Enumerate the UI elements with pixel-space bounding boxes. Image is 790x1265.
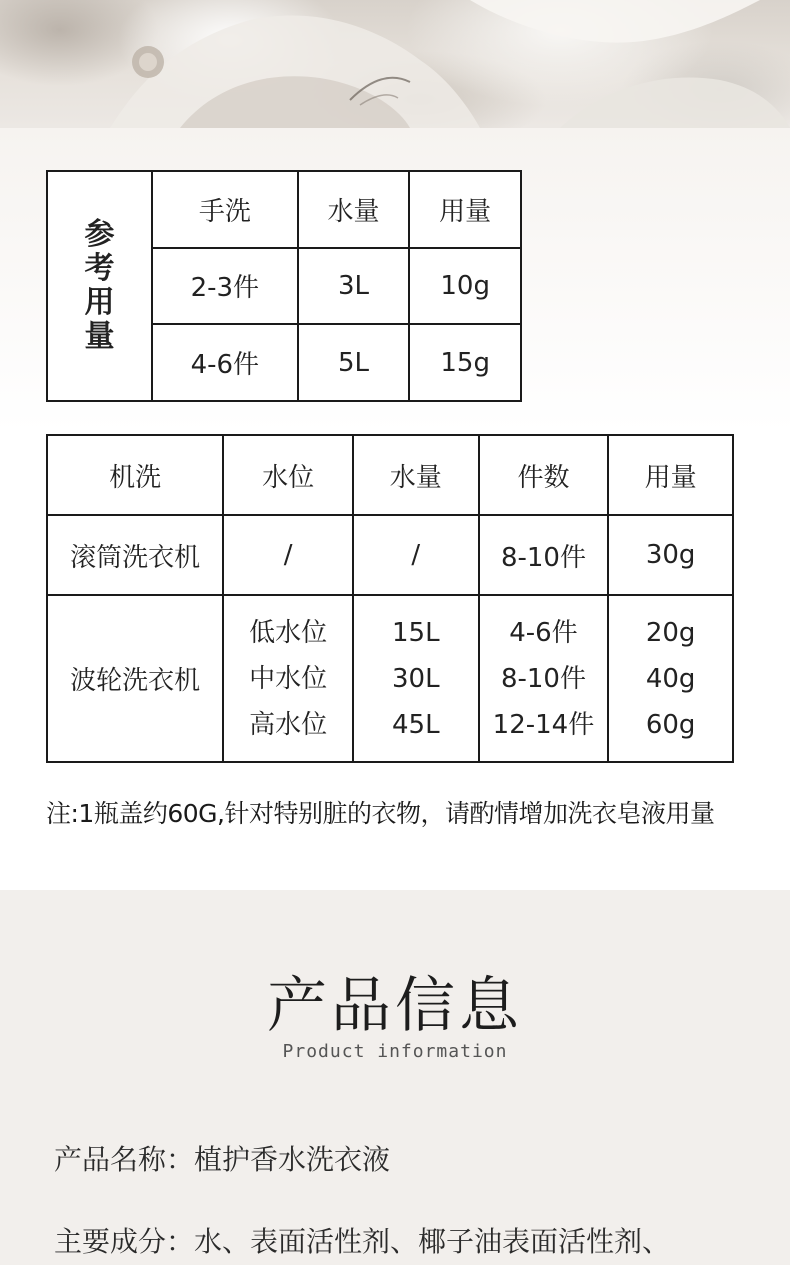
cell-line: 8-10件 [500,663,586,694]
column-header-item-count: 件数 [479,435,609,515]
machine-wash-dosage-table [46,434,734,763]
header-char: 用 [84,285,115,320]
table-cell: 8-10件 [479,515,609,595]
column-header-dosage: 用量 [409,171,521,248]
cell-line: 4-6件 [509,617,578,648]
cell-line: 40g [645,663,696,694]
table-cell [223,595,353,762]
cell-line: 低水位 [249,617,328,648]
column-header-water-volume: 水量 [353,435,479,515]
table-cell [353,595,479,762]
table-cell: 波轮洗衣机 [47,595,223,762]
table-cell: 10g [409,248,521,325]
reference-dosage-vertical-label [48,218,151,354]
cell-line: 中水位 [249,663,328,694]
fabric-illustration [0,0,790,128]
fabric-banner-image [0,0,790,128]
table-cell: / [353,515,479,595]
table-cell: 4-6件 [152,324,298,401]
header-char: 考 [84,251,115,286]
cell-line: 15L [392,617,440,648]
cell-line: 30L [392,663,440,694]
cell-line: 60g [645,709,696,740]
section-subtitle: Product information [282,1041,508,1062]
header-char: 量 [84,319,115,354]
column-header-dosage: 用量 [608,435,733,515]
table-cell: 15g [409,324,521,401]
reference-dosage-header [47,171,152,401]
table-cell: 滚筒洗衣机 [47,515,223,595]
product-name-line: 产品名称：植护香水洗衣液 [54,1143,391,1176]
table-cell: 2-3件 [152,248,298,325]
column-header-hand-wash: 手洗 [152,171,298,248]
cell-line: 12-14件 [492,709,595,740]
table-cell [479,595,609,762]
header-char: 参 [84,217,115,252]
section-title: 产品信息 [267,971,523,1041]
hand-wash-dosage-table [46,170,522,402]
ingredients-line: 主要成分：水、表面活性剂、椰子油表面活性剂、 [54,1225,671,1258]
table-cell: 5L [298,324,410,401]
table-row-impeller [47,595,733,762]
table-cell: 3L [298,248,410,325]
table-cell: 30g [608,515,733,595]
column-header-water: 水量 [298,171,410,248]
table-row [47,171,521,248]
cell-line: 45L [392,709,440,740]
dosage-note: 注:1瓶盖约60G,针对特别脏的衣物，请酌情增加洗衣皂液用量 [46,799,715,828]
column-header-water-level: 水位 [223,435,353,515]
table-cell: / [223,515,353,595]
cell-line: 高水位 [249,709,328,740]
table-row-drum [47,515,733,595]
column-header-machine-wash: 机洗 [47,435,223,515]
table-cell [608,595,733,762]
cell-line: 20g [645,617,696,648]
table-row [47,435,733,515]
